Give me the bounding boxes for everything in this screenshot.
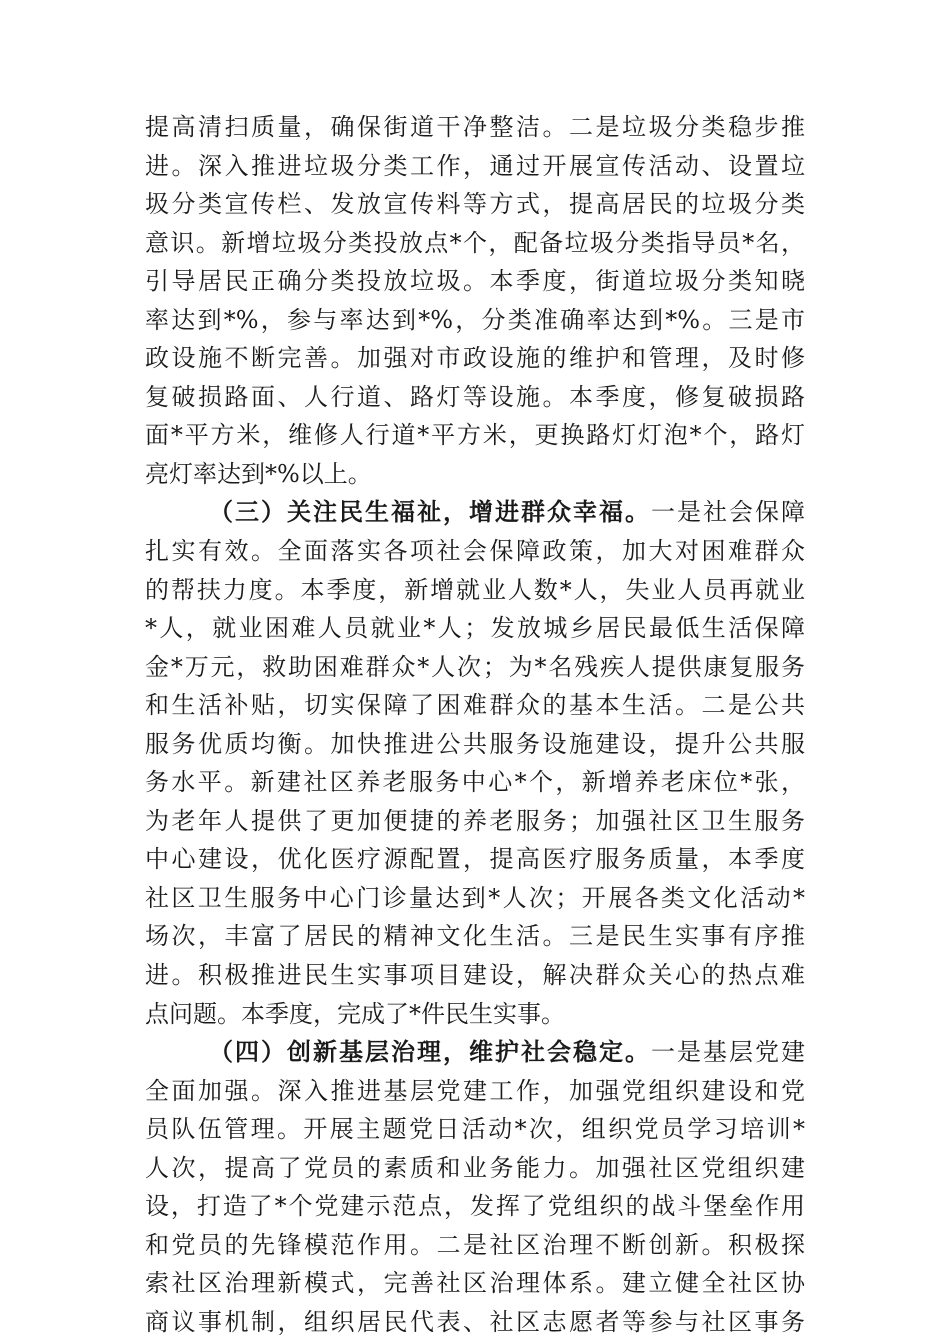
paragraph-first-line [145,493,805,532]
text-line: 率达到*%，参与率达到*%，分类准确率达到*%。三是市 [145,305,805,334]
text-line: *人，就业困难人员就业*人；发放城乡居民最低生活保障 [145,614,805,643]
section-heading: （四）创新基层治理，维护社会稳定。 [209,1037,651,1067]
paragraph-street-cleaning [145,108,805,493]
text-line: 进。积极推进民生实事项目建设，解决群众关心的热点难 [145,961,805,990]
text-line: 中心建设，优化医疗源配置，提高医疗服务质量，本季度 [145,845,805,874]
text-line: 面*平方米，维修人行道*平方米，更换路灯灯泡*个，路灯 [145,421,805,450]
text-line: 商议事机制，组织居民代表、社区志愿者等参与社区事务 [145,1307,805,1336]
paragraph-livelihood [145,493,805,1033]
text-line: 圾分类宣传栏、发放宣传料等方式，提高居民的垃圾分类 [145,190,805,219]
text-line: 和生活补贴，切实保障了困难群众的基本生活。二是公共 [145,691,805,720]
text-line: 意识。新增垃圾分类投放点*个，配备垃圾分类指导员*名， [145,228,805,257]
text-line: 进。深入推进垃圾分类工作，通过开展宣传活动、设置垃 [145,151,805,180]
text-line: 社区卫生服务中心门诊量达到*人次；开展各类文化活动* [145,883,805,912]
text-line: 为老年人提供了更加便捷的养老服务；加强社区卫生服务 [145,806,805,835]
text-line: 政设施不断完善。加强对市政设施的维护和管理，及时修 [145,344,805,373]
text-line: 务水平。新建社区养老服务中心*个，新增养老床位*张， [145,768,805,797]
paragraph-governance [145,1033,805,1341]
text-line: 亮灯率达到*%以上。 [145,459,372,488]
text-line: 提高清扫质量，确保街道干净整洁。二是垃圾分类稳步推 [145,113,805,141]
text-line: 场次，丰富了居民的精神文化生活。三是民生实事有序推 [145,922,805,951]
text-line: 引导居民正确分类投放垃圾。本季度，街道垃圾分类知晓 [145,267,805,296]
text-line: 员队伍管理。开展主题党日活动*次，组织党员学习培训* [145,1115,805,1144]
text-line: 索社区治理新模式，完善社区治理体系。建立健全社区协 [145,1269,805,1298]
text-line: 扎实有效。全面落实各项社会保障政策，加大对困难群众 [145,537,805,566]
text-line: 点问题。本季度，完成了*件民生实事。 [145,999,565,1028]
text-line: 复破损路面、人行道、路灯等设施。本季度，修复破损路 [145,382,805,411]
text-line: 金*万元，救助困难群众*人次；为*名残疾人提供康复服务 [145,652,805,681]
paragraph-first-line [145,1033,805,1072]
text-line: 人次，提高了党员的素质和业务能力。加强社区党组织建 [145,1153,805,1182]
text-line: 服务优质均衡。加快推进公共服务设施建设，提升公共服 [145,729,805,758]
text-line: 和党员的先锋模范作用。二是社区治理不断创新。积极探 [145,1230,805,1259]
body-text [145,108,805,1342]
text-line: 设，打造了*个党建示范点，发挥了党组织的战斗堡垒作用 [145,1192,805,1221]
text-run: 一是基层党建 [651,1038,805,1067]
text-line: 的帮扶力度。本季度，新增就业人数*人，失业人员再就业 [145,575,805,604]
section-heading: （三）关注民生福祉，增进群众幸福。 [209,497,651,527]
text-line: 全面加强。深入推进基层党建工作，加强党组织建设和党 [145,1076,805,1105]
text-run: 一是社会保障 [651,498,805,527]
